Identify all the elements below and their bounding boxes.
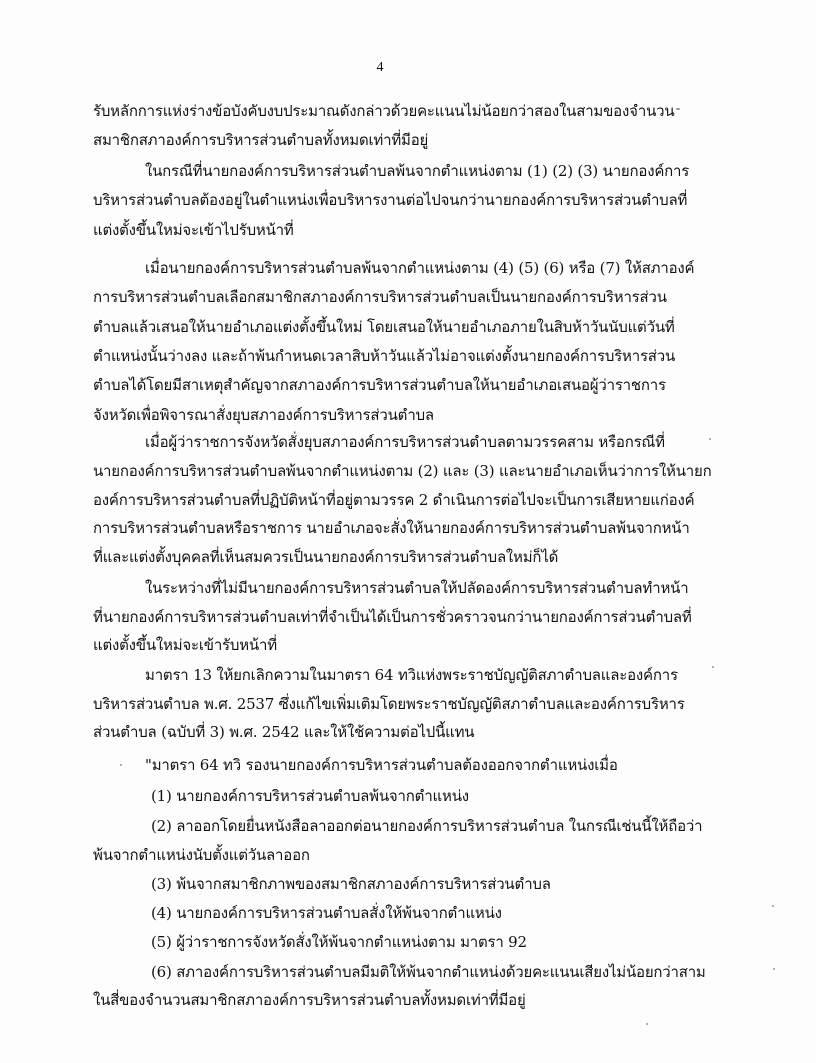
scan-speck [772,905,774,907]
paragraph-line: แต่งตั้งขึ้นใหม่จะเข้ารับหน้าที่ [93,636,277,654]
list-item: (5) ผู้ว่าราชการจังหวัดสั่งให้พ้นจากตำแหน่งตาม มาตรา 92 [151,933,527,951]
scan-speck [646,1023,648,1025]
scan-speck [712,666,714,668]
paragraph-line: จังหวัดเพื่อพิจารณาสั่งยุบสภาองค์การบริหารส่วนตำบล [93,406,434,424]
paragraph-line: ที่และแต่งตั้งบุคคลที่เห็นสมควรเป็นนายกองค์การบริหารส่วนตำบลใหม่ก็ได้ [93,548,559,566]
paragraph-line: เมื่อผู้ว่าราชการจังหวัดสั่งยุบสภาองค์การบริหารส่วนตำบลตามวรรคสาม หรือกรณีที่ [145,433,665,451]
list-item: (3) พ้นจากสมาชิกภาพของสมาชิกสภาองค์การบริหารส่วนตำบล [151,875,551,893]
paragraph-line: มาตรา 13 ให้ยกเลิกความในมาตรา 64 ทวิแห่งพระราชบัญญัติสภาตำบลและองค์การ [145,666,678,684]
paragraph-line: ในกรณีที่นายกองค์การบริหารส่วนตำบลพ้นจากตำแหน่งตาม (1) (2) (3) นายกองค์การ [145,162,690,180]
paragraph-line: ตำบลได้โดยมีสาเหตุสำคัญจากสภาองค์การบริหารส่วนตำบลให้นายอำเภอเสนอผู้ว่าราชการ [93,376,666,394]
list-item: (1) นายกองค์การบริหารส่วนตำบลพ้นจากตำแหน่ง [151,787,469,805]
paragraph-line: รับหลักการแห่งร่างข้อบังคับงบประมาณดังกล่าวด้วยคะแนนไม่น้อยกว่าสองในสามของจำนวน [93,102,675,120]
scan-speck [709,438,711,440]
paragraph-line: สมาชิกสภาองค์การบริหารส่วนตำบลทั้งหมดเท่าที่มีอยู่ [93,131,429,149]
paragraph-line: ในระหว่างที่ไม่มีนายกองค์การบริหารส่วนตำบลให้ปลัดองค์การบริหารส่วนตำบลทำหน้า [145,579,689,597]
paragraph-line: ตำบลแล้วเสนอให้นายอำเภอแต่งตั้งขึ้นใหม่ โดยเสนอให้นายอำเภอภายในสิบห้าวันนับแต่วันที่ [93,318,675,336]
paragraph-line: นายกองค์การบริหารส่วนตำบลพ้นจากตำแหน่งตาม (2) และ (3) และนายอำเภอเห็นว่าการให้นายก [93,462,712,480]
scan-speck [773,968,775,970]
paragraph-line: บริหารส่วนตำบลต้องอยู่ในตำแหน่งเพื่อบริหารงานต่อไปจนกว่านายกองค์การบริหารส่วนตำบลที่ [93,191,688,209]
paragraph-line: แต่งตั้งขึ้นใหม่จะเข้าไปรับหน้าที่ [93,221,294,239]
list-item: (6) สภาองค์การบริหารส่วนตำบลมีมติให้พ้นจากตำแหน่งด้วยคะแนนเสียงไม่น้อยกว่าสาม [151,963,706,981]
list-item: พ้นจากตำแหน่งนับตั้งแต่วันลาออก [93,846,310,864]
paragraph-line: การบริหารส่วนตำบลเลือกสมาชิกสภาองค์การบริหารส่วนตำบลเป็นนายกองค์การบริหารส่วน [93,288,667,306]
list-item: ในสี่ของจำนวนสมาชิกสภาองค์การบริหารส่วนตำบลทั้งหมดเท่าที่มีอยู่ [93,991,526,1009]
paragraph-line: "มาตรา 64 ทวิ รองนายกองค์การบริหารส่วนตำบลต้องออกจากตำแหน่งเมื่อ [145,756,618,774]
paragraph-line: ตำแหน่งนั้นว่างลง และถ้าพ้นกำหนดเวลาสิบห้าวันแล้วไม่อาจแต่งตั้งนายกองค์การบริหารส่วน [93,347,676,365]
paragraph-line: ที่นายกองค์การบริหารส่วนตำบลเท่าที่จำเป็นได้เป็นการชั่วคราวจนกว่านายกองค์การส่วนตำบลที่ [93,608,692,626]
scan-speck [120,764,122,766]
page-number: 4 [376,60,384,75]
scan-speck [676,108,680,110]
list-item: (2) ลาออกโดยยื่นหนังสือลาออกต่อนายกองค์การบริหารส่วนตำบล ในกรณีเช่นนี้ให้ถือว่า [151,817,703,835]
list-item: (4) นายกองค์การบริหารส่วนตำบลสั่งให้พ้นจากตำแหน่ง [151,904,502,922]
paragraph-line: การบริหารส่วนตำบลหรือราชการ นายอำเภอจะสั่งให้นายกองค์การบริหารส่วนตำบลพ้นจากหน้า [93,519,690,537]
paragraph-line: ส่วนตำบล (ฉบับที่ 3) พ.ศ. 2542 และให้ใช้ความต่อไปนี้แทน [93,723,475,741]
paragraph-line: องค์การบริหารส่วนตำบลที่ปฏิบัติหน้าที่อยู่ตามวรรค 2 ดำเนินการต่อไปจะเป็นการเสียหายแก่องค์ [93,491,695,509]
paragraph-line: บริหารส่วนตำบล พ.ศ. 2537 ซึ่งแก้ไขเพิ่มเติมโดยพระราชบัญญัติสภาตำบลและองค์การบริหาร [93,695,685,713]
paragraph-line: เมื่อนายกองค์การบริหารส่วนตำบลพ้นจากตำแหน่งตาม (4) (5) (6) หรือ (7) ให้สภาองค์ [145,259,695,277]
